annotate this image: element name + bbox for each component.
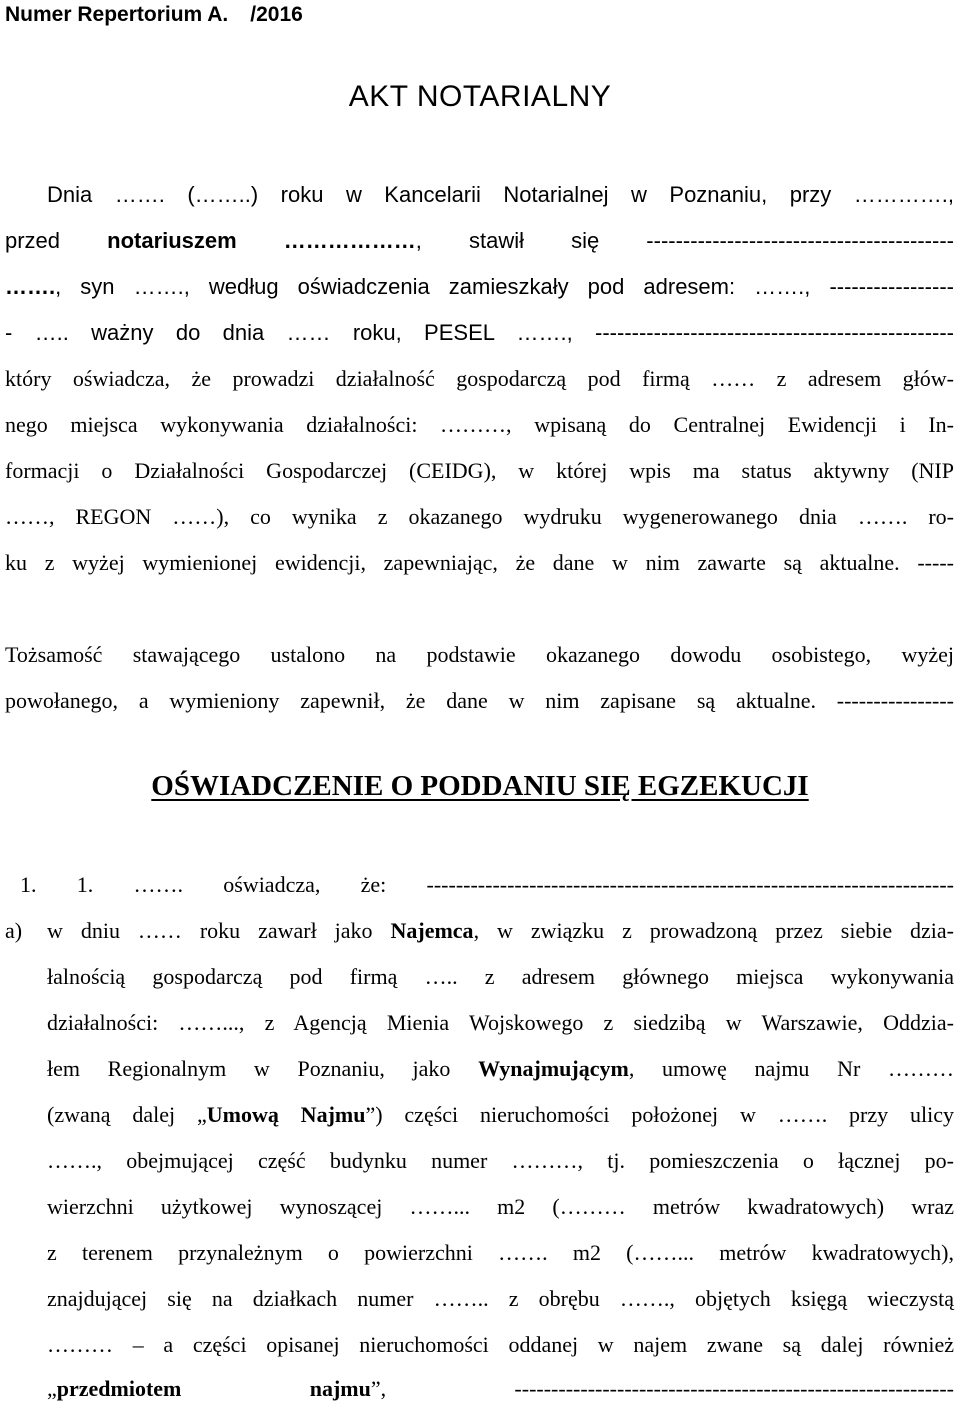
item-line-text: „	[47, 1376, 57, 1401]
intro-line-3-b: , syn ……., według oświadczenia zamieszkały pod adresem: ……., -----------------	[55, 274, 954, 299]
intro-line-3	[5, 264, 954, 310]
item-line-bold: przedmiotem najmu	[56, 1376, 371, 1401]
item-line-text: działalności: ……..., z Agencją Mienia Wojskowego z siedzibą w Warszawie, Oddzia-	[47, 1010, 954, 1035]
repertorium-year: /2016	[250, 3, 303, 26]
item-a-line-7	[47, 1184, 954, 1230]
business-line-3: formacji o Działalności Gospodarczej (CEIDG), w której wpis ma status aktywny (NIP	[5, 458, 954, 483]
section-heading: OŚWIADCZENIE O PODDANIU SIĘ EGZEKUCJI	[151, 770, 809, 802]
business-line-1: który oświadcza, że prowadzi działalność gospodarczą pod firmą …… z adresem głów-	[5, 366, 954, 391]
item-a-line-8	[47, 1230, 954, 1276]
item-a-line-9	[47, 1276, 954, 1322]
intro-line-2-bold: notariuszem ………………	[107, 228, 416, 253]
item-a-line-4	[47, 1046, 954, 1092]
item-line-text: znajdującej się na działkach numer …….. z obrębu ……., objętych księgą wieczystą	[47, 1286, 954, 1311]
document-title: AKT NOTARIALNY	[348, 80, 612, 113]
intro-line-1: Dnia ……. (……..) roku w Kancelarii Notarialnej w Poznaniu, przy ………….,	[47, 182, 954, 207]
item-line-bold: Najemca	[390, 918, 474, 943]
item-line-text: ……… – a części opisanej nieruchomości oddanej w najem zwane są dalej również	[47, 1332, 954, 1357]
item-a-line-2	[47, 954, 954, 1000]
item-a-line-3	[47, 1000, 954, 1046]
intro-line-2	[5, 218, 954, 264]
intro-line-4: - ….. ważny do dnia …… roku, PESEL ……., -------------------------------------------------	[5, 320, 954, 345]
item-a-line-5	[47, 1092, 954, 1138]
point-1: 1. 1. ……. oświadcza, że: ------------------------------------------------------------------------	[20, 872, 954, 897]
item-line-bold: Wynajmującym	[478, 1056, 629, 1081]
identity-line-2: powołanego, a wymieniony zapewnił, że dane w nim zapisane są aktualne. ----------------	[5, 688, 954, 713]
item-line-text: ……., obejmującej część budynku numer ………, tj. pomieszczenia o łącznej po-	[47, 1148, 954, 1173]
item-line-text: ”) części nieruchomości położonej w ……. przy ulicy	[365, 1102, 954, 1127]
item-line-text: (zwaną dalej „	[47, 1102, 207, 1127]
repertorium-header	[5, 3, 303, 27]
item-line-text: wierzchni użytkowej wynoszącej ……... m2 (……… metrów kwadratowych) wraz	[47, 1194, 954, 1219]
item-line-bold: Umową Najmu	[206, 1102, 366, 1127]
business-line-4: ……, REGON ……), co wynika z okazanego wydruku wygenerowanego dnia ……. ro-	[5, 504, 954, 529]
item-line-text: z terenem przynależnym o powierzchni ……. m2 (……... metrów kwadratowych),	[47, 1240, 954, 1265]
item-line-text: , w związku z prowadzoną przez siebie dzia-	[473, 918, 955, 943]
business-line-2: nego miejsca wykonywania działalności: ………, wpisaną do Centralnej Ewidencji i In-	[5, 412, 954, 437]
item-line-text: łem Regionalnym w Poznaniu, jako	[47, 1056, 479, 1081]
item-a-line-11	[47, 1366, 954, 1412]
item-line-text: ”, ------------------------------------------------------------	[370, 1376, 954, 1401]
intro-line-3-bold: …….	[5, 274, 56, 299]
item-line-text: łalnością gospodarczą pod firmą ….. z adresem głównego miejsca wykonywania	[47, 964, 954, 989]
item-a-line-1	[5, 908, 954, 954]
item-line-text: w dniu …… roku zawarł jako	[47, 918, 391, 943]
intro-line-2-c: , stawił się ------------------------------------------	[415, 228, 954, 253]
repertorium-label: Numer Repertorium A.	[5, 3, 229, 26]
business-line-5: ku z wyżej wymienionej ewidencji, zapewniając, że dane w nim zawarte są aktualne. -----	[5, 550, 954, 575]
intro-line-2-a: przed	[5, 228, 108, 253]
identity-line-1: Tożsamość stawającego ustalono na podstawie okazanego dowodu osobistego, wyżej	[5, 642, 954, 667]
item-a-line-6	[47, 1138, 954, 1184]
item-line-text: , umowę najmu Nr ………	[628, 1056, 955, 1081]
item-a-label: a)	[5, 918, 23, 943]
item-a-line-10	[47, 1322, 954, 1368]
